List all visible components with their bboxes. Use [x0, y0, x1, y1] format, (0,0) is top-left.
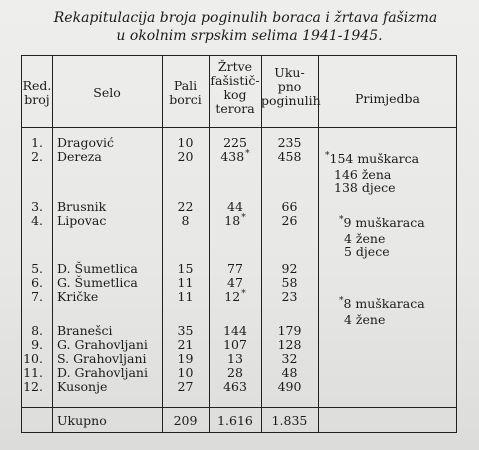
row-village-text: S. Grahovljani [57, 351, 147, 366]
header-red-broj-line-1: Red. [22, 78, 52, 93]
row-pali-borci-text: 8 [181, 213, 190, 228]
row-zrtve-asterisk: * [245, 149, 250, 159]
row-number [22, 290, 43, 303]
row-number [22, 136, 43, 149]
row-ukupno-text: 92 [281, 261, 298, 276]
header-pali-borci [162, 79, 209, 107]
note-dereza-asterisk: * [325, 151, 330, 161]
row-number-text: 8. [31, 323, 43, 338]
header-selo [52, 86, 162, 100]
row-zrtve [209, 214, 261, 230]
total-label: Ukupno [57, 413, 107, 428]
row-number [22, 366, 43, 379]
row-pali-borci-text: 10 [177, 365, 194, 380]
row-village-text: Dragović [57, 135, 115, 150]
note-dereza-line-3: 138 djece [334, 180, 396, 195]
row-zrtve [209, 324, 261, 337]
row-zrtve-text: 47 [227, 275, 243, 290]
row-number-text: 5. [31, 261, 43, 276]
row-pali-borci [162, 380, 209, 393]
row-ukupno-text: 128 [277, 337, 302, 352]
row-ukupno-text: 235 [277, 135, 302, 150]
row-number [22, 352, 43, 365]
note-kricke-line-1: 8 muškaraca [343, 296, 425, 311]
row-pali-borci-text: 22 [177, 199, 194, 214]
row-village [57, 380, 107, 393]
row-pali-borci [162, 200, 209, 213]
row-village [57, 366, 148, 379]
row-ukupno [261, 276, 318, 289]
row-zrtve [209, 136, 261, 149]
row-zrtve-asterisk: * [241, 213, 246, 223]
row-number [22, 338, 43, 351]
row-zrtve-text: 438 [220, 149, 245, 164]
note-dereza-line-1: 154 muškarca [329, 151, 420, 166]
row-number [22, 262, 43, 275]
row-zrtve [209, 290, 261, 306]
row-ukupno [261, 200, 318, 213]
column-rule-1 [52, 55, 53, 433]
note-lipovac-line-3: 5 djece [344, 244, 390, 259]
row-pali-borci [162, 338, 209, 351]
header-ukupno-line-2: pno [277, 79, 302, 94]
header-pali-line-1: Pali [173, 78, 198, 93]
row-ukupno-text: 48 [281, 365, 298, 380]
row-village [57, 276, 138, 289]
row-village-text: D. Grahovljani [57, 365, 148, 380]
header-red-broj-line-2: broj [24, 92, 50, 107]
row-number-text: 2. [31, 149, 43, 164]
row-village-text: G. Šumetlica [57, 275, 138, 290]
table-title-line-2: u okolnim srpskim selima 1941-1945. [116, 28, 383, 44]
note-kricke-asterisk: * [339, 296, 344, 306]
column-rule-5 [318, 55, 319, 433]
header-primjedba-label: Primjedba [355, 91, 420, 106]
row-village [57, 200, 106, 213]
row-ukupno [261, 136, 318, 149]
row-zrtve-text: 18 [224, 213, 241, 228]
total-top-rule [21, 407, 457, 408]
row-pali-borci-text: 15 [177, 261, 194, 276]
header-bottom-rule [21, 127, 457, 128]
row-zrtve [209, 352, 261, 365]
row-zrtve [209, 380, 261, 393]
row-number-text: 10. [23, 351, 43, 366]
header-primjedba [318, 92, 457, 106]
row-ukupno-text: 26 [281, 213, 298, 228]
row-village-text: Brusnik [57, 199, 107, 214]
row-pali-borci-text: 27 [177, 379, 194, 394]
header-ukupno [261, 65, 321, 108]
row-number [22, 200, 43, 213]
row-ukupno [261, 290, 318, 303]
row-ukupno-text: 58 [281, 275, 298, 290]
row-village-text: G. Grahovljani [57, 337, 148, 352]
row-zrtve-text: 77 [227, 261, 243, 276]
row-number-text: 6. [31, 275, 43, 290]
row-village-text: Kusonje [57, 379, 108, 394]
header-zrtve-line-2: fašistič- [210, 73, 260, 88]
row-zrtve-asterisk: * [241, 289, 246, 299]
row-zrtve-text: 463 [223, 379, 247, 394]
note-kricke-line-2: 4 žene [344, 312, 386, 327]
row-pali-borci-text: 11 [177, 289, 194, 304]
row-village-text: D. Šumetlica [57, 261, 138, 276]
row-ukupno [261, 338, 318, 351]
row-ukupno [261, 214, 318, 227]
row-village [57, 324, 112, 337]
row-number-text: 1. [31, 135, 43, 150]
row-village [57, 136, 114, 149]
row-ukupno-text: 66 [281, 199, 298, 214]
row-zrtve-text: 28 [227, 365, 243, 380]
header-red-broj [22, 79, 52, 107]
header-zrtve [209, 60, 261, 116]
row-ukupno [261, 150, 318, 163]
row-ukupno [261, 352, 318, 365]
row-number-text: 3. [31, 199, 43, 214]
row-village [57, 150, 102, 163]
row-number-text: 9. [31, 337, 43, 352]
row-village [57, 214, 106, 227]
row-ukupno [261, 366, 318, 379]
row-number-text: 12. [23, 379, 43, 394]
header-selo-label: Selo [93, 85, 121, 100]
row-pali-borci [162, 214, 209, 227]
total-zrtve: 1.616 [217, 413, 253, 428]
row-number [22, 276, 43, 289]
row-ukupno [261, 262, 318, 275]
row-pali-borci-text: 10 [177, 135, 194, 150]
row-zrtve-text: 13 [227, 351, 243, 366]
row-pali-borci-text: 11 [177, 275, 194, 290]
row-number [22, 380, 43, 393]
row-ukupno-text: 179 [277, 323, 302, 338]
row-zrtve [209, 262, 261, 275]
row-zrtve-text: 107 [223, 337, 247, 352]
header-pali-line-2: borci [169, 92, 202, 107]
note-lipovac [338, 216, 425, 258]
header-zrtve-line-3: kog [223, 87, 247, 102]
note-lipovac-line-1: 9 muškaraca [343, 215, 425, 230]
total-ukupno: 1.835 [271, 413, 308, 428]
row-village-text: Branešci [57, 323, 113, 338]
row-pali-borci [162, 150, 209, 163]
row-pali-borci [162, 324, 209, 337]
row-ukupno-text: 458 [277, 149, 302, 164]
row-zrtve [209, 150, 261, 166]
row-zrtve-text: 44 [227, 199, 243, 214]
row-ukupno-text: 23 [281, 289, 298, 304]
row-pali-borci [162, 366, 209, 379]
row-pali-borci [162, 352, 209, 365]
row-number-text: 7. [31, 289, 43, 304]
row-number-text: 11. [23, 365, 43, 380]
row-pali-borci [162, 262, 209, 275]
row-zrtve [209, 338, 261, 351]
row-village [57, 290, 98, 303]
row-zrtve [209, 276, 261, 289]
row-pali-borci [162, 136, 209, 149]
row-number [22, 324, 43, 337]
row-village [57, 338, 148, 351]
row-zrtve [209, 200, 261, 213]
row-pali-borci-text: 19 [177, 351, 194, 366]
row-ukupno-text: 32 [281, 351, 298, 366]
header-zrtve-line-4: terora [215, 101, 255, 116]
header-ukupno-line-1: Uku- [274, 65, 305, 80]
header-zrtve-line-1: Žrtve [217, 59, 253, 74]
note-lipovac-line-2: 4 žene [344, 231, 386, 246]
row-zrtve-text: 225 [223, 135, 247, 150]
row-pali-borci [162, 276, 209, 289]
row-number-text: 4. [31, 213, 43, 228]
row-pali-borci-text: 35 [177, 323, 194, 338]
row-village-text: Lipovac [57, 213, 107, 228]
note-lipovac-asterisk: * [339, 215, 344, 225]
row-pali-borci [162, 290, 209, 303]
row-pali-borci-text: 21 [177, 337, 194, 352]
row-zrtve-text: 12 [224, 289, 241, 304]
header-ukupno-line-3: poginulih [261, 93, 321, 108]
row-pali-borci-text: 20 [177, 149, 194, 164]
row-number [22, 214, 43, 227]
row-ukupno [261, 380, 318, 393]
row-village-text: Dereza [57, 149, 102, 164]
table-title-line-1: Rekapitulacija broja poginulih boraca i žrtava fašizma [53, 10, 438, 26]
row-zrtve [209, 366, 261, 379]
row-village [57, 262, 138, 275]
row-ukupno [261, 324, 318, 337]
total-pali: 209 [173, 413, 198, 428]
row-village [57, 352, 147, 365]
note-kricke [338, 297, 425, 326]
note-dereza-line-2: 146 žena [334, 167, 392, 182]
row-ukupno-text: 490 [277, 379, 302, 394]
row-zrtve-text: 144 [223, 323, 247, 338]
note-dereza [324, 152, 419, 194]
row-number [22, 150, 43, 163]
row-village-text: Kričke [57, 289, 99, 304]
